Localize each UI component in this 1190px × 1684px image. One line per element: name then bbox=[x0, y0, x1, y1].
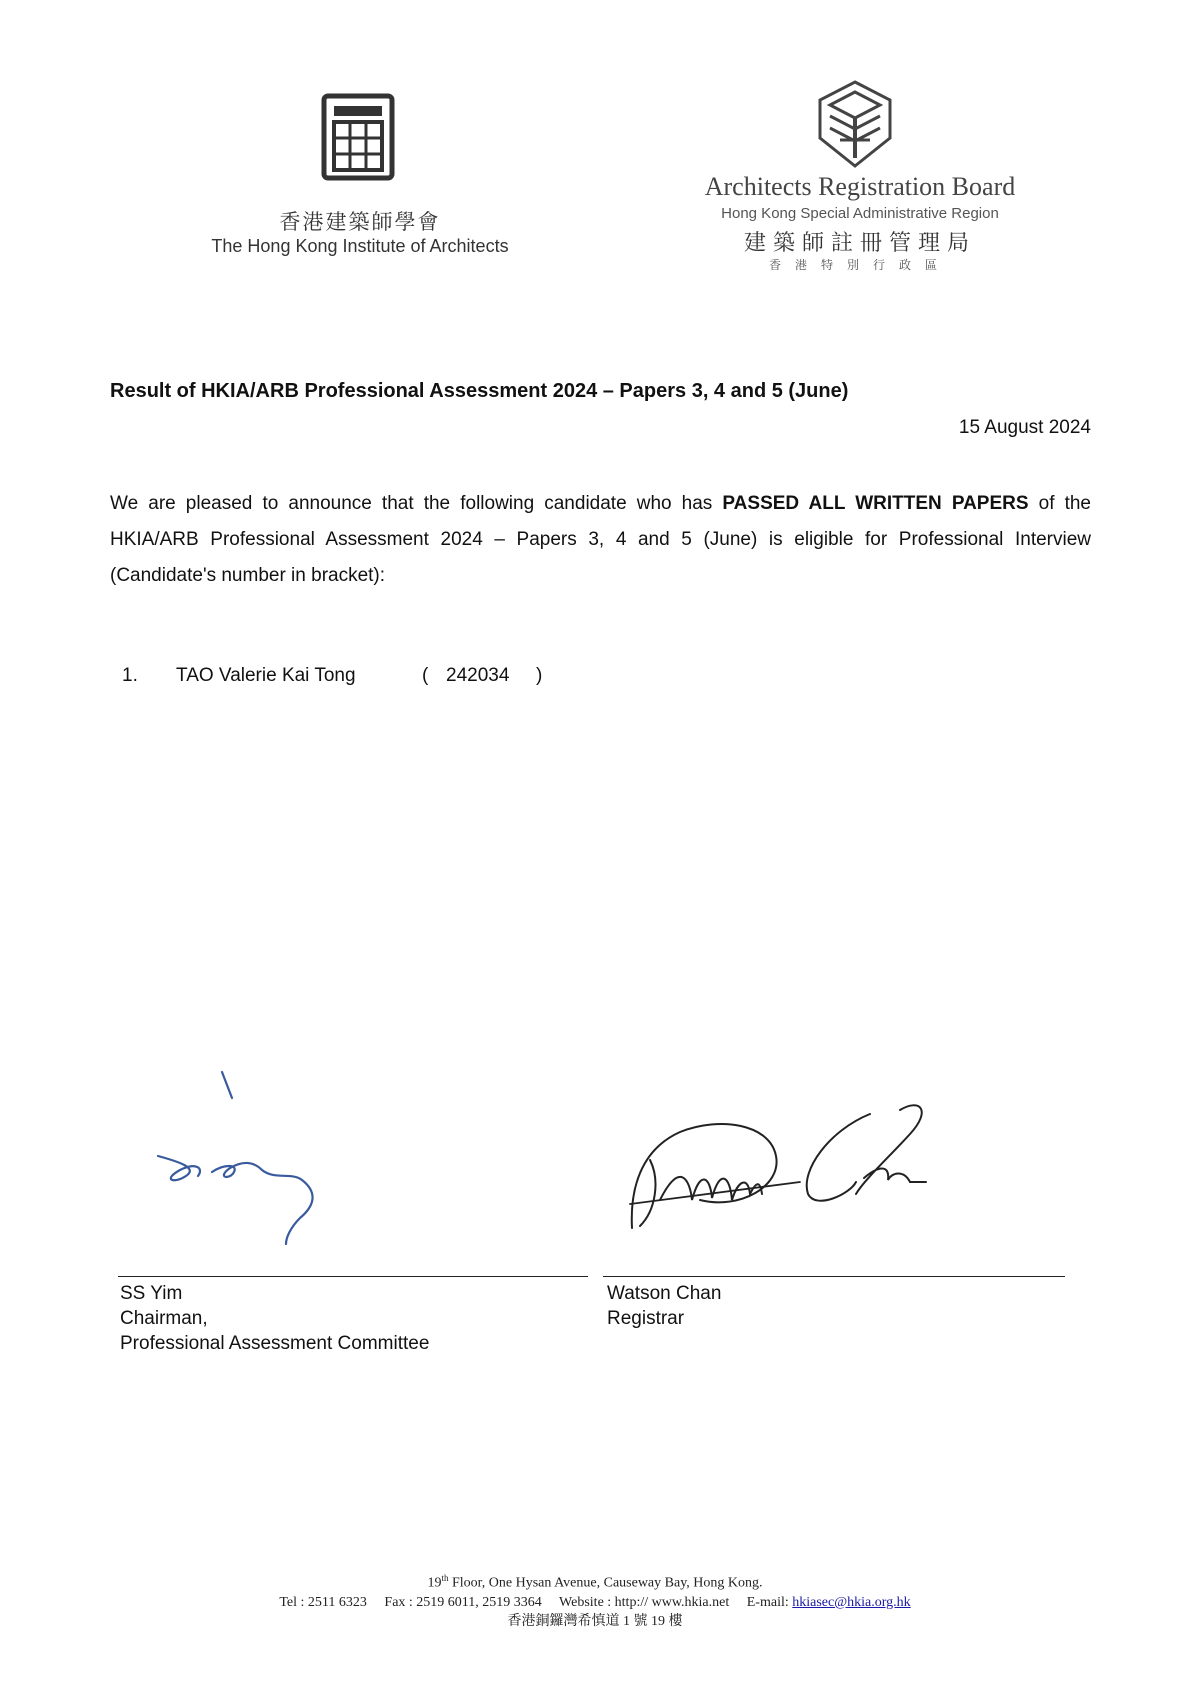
intro-text-end: of the HKIA/ARB Professional Assessment 2024 – Papers 3, 4 and 5 (June) is eligible for Professional Interview (Candidate's number in bracket): bbox=[110, 493, 1091, 586]
candidate-id: 242034 bbox=[446, 665, 510, 686]
registrar-signature-line bbox=[603, 1276, 1065, 1277]
arb-name-en: Architects Registration Board bbox=[704, 172, 1016, 201]
footer-email-label: E-mail: bbox=[746, 1594, 793, 1610]
footer-address-cn: 香港銅鑼灣希慎道 1 號 19 樓 bbox=[507, 1613, 683, 1629]
footer-website: Website : http:// www.hkia.net bbox=[559, 1594, 730, 1610]
footer-floor: 19 bbox=[427, 1575, 442, 1591]
document-title: Result of HKIA/ARB Professional Assessment 2024 – Papers 3, 4 and 5 (June) bbox=[110, 380, 849, 402]
footer-email-link[interactable]: hkiasec@hkia.org.hk bbox=[792, 1594, 911, 1610]
registrar-name: Watson Chan bbox=[607, 1283, 722, 1304]
registrar-title: Registrar bbox=[607, 1308, 685, 1329]
chairman-title: Chairman, bbox=[120, 1308, 208, 1329]
footer-floor-suffix: th bbox=[441, 1573, 449, 1583]
candidate-name: TAO Valerie Kai Tong bbox=[176, 665, 356, 686]
registrar-signatory-block bbox=[607, 1281, 721, 1331]
candidate-id-close-bracket: ) bbox=[536, 665, 543, 686]
chairman-signature-line bbox=[118, 1276, 588, 1277]
footer-address bbox=[0, 1569, 1190, 1593]
arb-region-en: Hong Kong Special Administrative Region bbox=[721, 205, 999, 222]
hkia-name-cn: 香港建築師學會 bbox=[279, 210, 441, 234]
candidate-list-item bbox=[110, 665, 710, 691]
chairman-committee: Professional Assessment Committee bbox=[120, 1333, 430, 1354]
hkia-name-en: The Hong Kong Institute of Architects bbox=[211, 236, 509, 256]
hkia-emblem-icon bbox=[320, 92, 396, 182]
announcement-paragraph bbox=[110, 486, 1091, 594]
footer-tel: Tel : 2511 6323 bbox=[279, 1594, 367, 1610]
footer-fax: Fax : 2519 6011, 2519 3364 bbox=[384, 1594, 542, 1610]
arb-emblem-icon bbox=[810, 78, 900, 170]
intro-text-start: We are pleased to announce that the following candidate who has bbox=[110, 493, 723, 514]
page-footer bbox=[0, 1569, 1190, 1631]
intro-text-bold: PASSED ALL WRITTEN PAPERS bbox=[722, 493, 1029, 514]
registrar-signature bbox=[620, 1090, 940, 1240]
chairman-name: SS Yim bbox=[120, 1283, 183, 1304]
arb-name-cn: 建築師註冊管理局 bbox=[743, 231, 976, 256]
document-date: 15 August 2024 bbox=[958, 417, 1091, 438]
footer-contacts bbox=[0, 1593, 1190, 1612]
footer-address-rest: Floor, One Hysan Avenue, Causeway Bay, Hong Kong. bbox=[448, 1575, 763, 1591]
chairman-signature bbox=[150, 1068, 360, 1248]
candidate-number: 1. bbox=[122, 665, 138, 686]
arb-region-cn: 香港特別行政區 bbox=[768, 258, 951, 272]
candidate-id-open-bracket: ( bbox=[422, 665, 429, 686]
chairman-signatory-block bbox=[120, 1281, 429, 1356]
